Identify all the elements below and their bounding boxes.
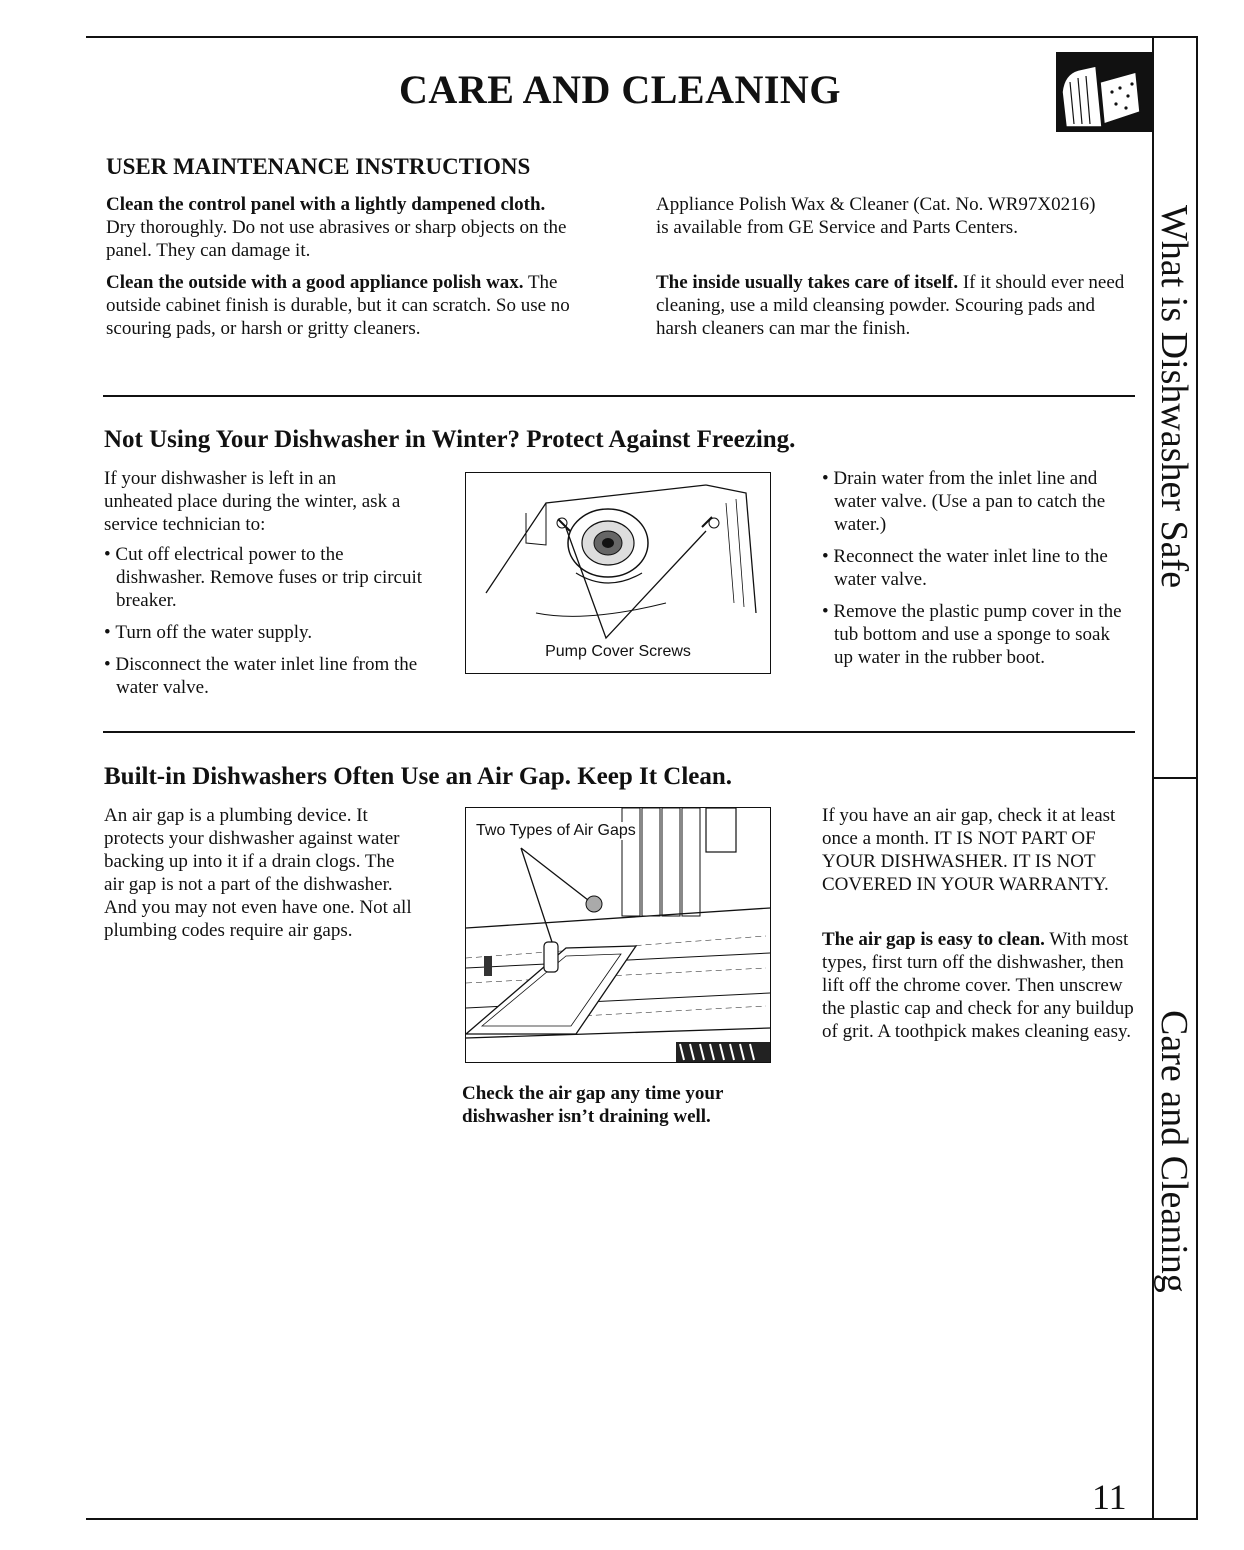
airgap-left-text: An air gap is a plumbing device. It protects your dishwasher against water backing up into it if a drain clogs. The air gap is not a part of the dishwasher. And you may not even have one. Not all plumbing codes require air gaps. <box>104 805 412 941</box>
section-divider-1 <box>103 395 1135 397</box>
winter-left-list <box>104 543 424 708</box>
list-item: • Cut off electrical power to the dishwasher. Remove fuses or trip circuit breaker. <box>104 543 424 612</box>
maintenance-control-panel-text: Clean the control panel with a lightly dampened cloth. Dry thoroughly. Do not use abrasives or sharp objects on the panel. They can damage it. <box>106 194 567 261</box>
list-item: • Reconnect the water inlet line to the water valve. <box>822 545 1132 591</box>
top-rule <box>86 36 1198 38</box>
list-item: • Turn off the water supply. <box>104 621 424 644</box>
page-number: 11 <box>1092 1477 1127 1517</box>
winter-right-list <box>822 467 1132 678</box>
maintenance-heading: USER MAINTENANCE INSTRUCTIONS <box>106 154 531 179</box>
bottom-rule <box>86 1518 1198 1520</box>
maintenance-inside-text: The inside usually takes care of itself. If it should ever need cleaning, use a mild cleansing powder. Scouring pads and harsh cleaners can mar the finish. <box>656 272 1125 339</box>
maintenance-outside-text: Clean the outside with a good appliance polish wax. The outside cabinet finish is durable, but it can scratch. So use no scouring pads, or harsh or gritty cleaners. <box>106 272 570 339</box>
airgap-right-text-2: The air gap is easy to clean. With most types, first turn off the dishwasher, then lift off the chrome cover. Then unscrew the plastic cap and check for any buildup of grit. A toothpick makes cleaning easy. <box>822 929 1134 1042</box>
air-gap-illustration <box>466 808 770 1062</box>
winter-intro-text: If your dishwasher is left in an unheated place during the winter, ask a service technician to: <box>104 468 401 535</box>
air-gap-figure-caption: Check the air gap any time your dishwasher isn’t draining well. <box>462 1083 724 1127</box>
winter-heading: Not Using Your Dishwasher in Winter? Protect Against Freezing. <box>104 426 796 453</box>
sidebar-tab-divider <box>1152 777 1198 779</box>
page-title: CARE AND CLEANING <box>399 67 841 112</box>
section-divider-2 <box>103 731 1135 733</box>
maintenance-polish-text: Appliance Polish Wax & Cleaner (Cat. No. WR97X0216) is available from GE Service and Parts Centers. <box>656 194 1096 238</box>
side-tab-dishwasher-safe[interactable]: What is Dishwasher Safe <box>1153 205 1195 589</box>
air-gap-figure-label: Two Types of Air Gaps <box>476 822 636 839</box>
list-item: • Remove the plastic pump cover in the tub bottom and use a sponge to soak up water in the rubber boot. <box>822 600 1132 669</box>
list-item: • Disconnect the water inlet line from the water valve. <box>104 653 424 699</box>
list-item: • Drain water from the inlet line and water valve. (Use a pan to catch the water.) <box>822 467 1132 536</box>
airgap-heading: Built-in Dishwashers Often Use an Air Gap. Keep It Clean. <box>104 763 733 790</box>
airgap-right-text-1: If you have an air gap, check it at least once a month. IT IS NOT PART OF YOUR DISHWASHER. IT IS NOT COVERED IN YOUR WARRANTY. <box>822 805 1116 895</box>
air-gap-figure <box>465 807 771 1063</box>
hand-sponge-icon <box>1056 52 1152 132</box>
side-tab-care-and-cleaning[interactable]: Care and Cleaning <box>1153 1010 1195 1293</box>
pump-cover-caption: Pump Cover Screws <box>545 643 691 660</box>
pump-cover-figure <box>465 472 771 674</box>
